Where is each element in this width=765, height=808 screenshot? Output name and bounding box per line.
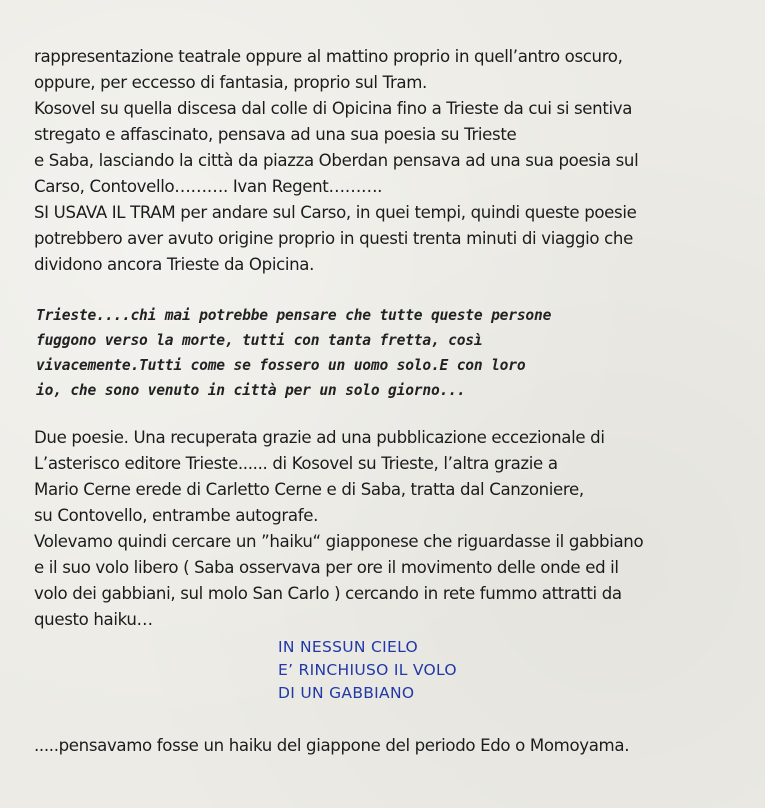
haiku-verse: [278, 636, 457, 705]
paragraph-line: su Contovello, entrambe autografe.: [34, 506, 319, 525]
paragraph-poems: [34, 425, 744, 633]
paragraph-line: volo dei gabbiani, sul molo San Carlo ) cercando in rete fummo attratti da: [34, 584, 622, 603]
haiku-line: IN NESSUN CIELO: [278, 638, 418, 656]
paragraph-line: Volevamo quindi cercare un ”haiku“ giapponese che riguardasse il gabbiano: [34, 532, 644, 551]
quote-line: vivacemente.Tutti come se fossero un uomo solo.E con loro: [36, 357, 526, 374]
kosovel-quote: [36, 303, 746, 403]
paragraph-line: oppure, per eccesso di fantasia, proprio sul Tram.: [34, 73, 427, 92]
paragraph-tram: [34, 44, 744, 278]
paragraph-line: L’asterisco editore Trieste...... di Kosovel su Trieste, l’altra grazie a: [34, 454, 558, 473]
paragraph-line: dividono ancora Trieste da Opicina.: [34, 255, 315, 274]
haiku-line: DI UN GABBIANO: [278, 684, 415, 702]
paragraph-line: Mario Cerne erede di Carletto Cerne e di Saba, tratta dal Canzoniere,: [34, 480, 584, 499]
paragraph-line: Kosovel su quella discesa dal colle di Opicina fino a Trieste da cui si sentiva: [34, 99, 633, 118]
paragraph-line: questo haiku…: [34, 610, 153, 629]
quote-line: Trieste....chi mai potrebbe pensare che tutte queste persone: [36, 307, 552, 324]
paragraph-line: rappresentazione teatrale oppure al mattino proprio in quell’antro oscuro,: [34, 47, 623, 66]
quote-line: io, che sono venuto in città per un solo giorno...: [36, 382, 466, 399]
paragraph-line: SI USAVA IL TRAM per andare sul Carso, in quei tempi, quindi queste poesie: [34, 203, 637, 222]
paragraph-line: potrebbero aver avuto origine proprio in questi trenta minuti di viaggio che: [34, 229, 633, 248]
paragraph-line: stregato e affascinato, pensava ad una sua poesia su Trieste: [34, 125, 517, 144]
paragraph-line: Carso, Contovello………. Ivan Regent……….: [34, 177, 383, 196]
paragraph-line: Due poesie. Una recuperata grazie ad una pubblicazione eccezionale di: [34, 428, 605, 447]
paragraph-line: e il suo volo libero ( Saba osservava per ore il movimento delle onde ed il: [34, 558, 619, 577]
quote-line: fuggono verso la morte, tutti con tanta fretta, così: [36, 332, 483, 349]
paragraph-line: e Saba, lasciando la città da piazza Oberdan pensava ad una sua poesia sul: [34, 151, 639, 170]
closing-line: .....pensavamo fosse un haiku del giappone del periodo Edo o Momoyama.: [34, 736, 630, 755]
haiku-line: E’ RINCHIUSO IL VOLO: [278, 661, 457, 679]
